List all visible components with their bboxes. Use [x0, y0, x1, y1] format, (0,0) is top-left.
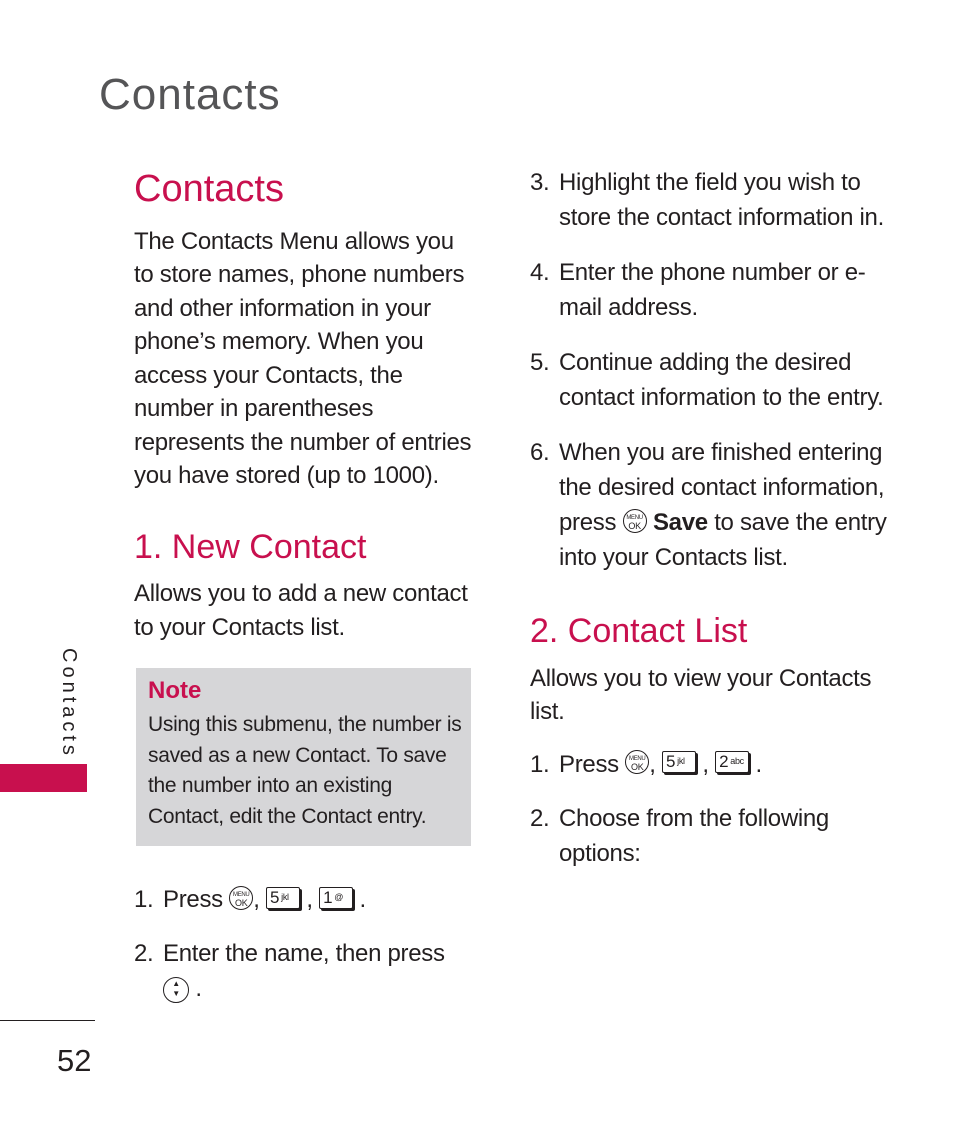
contacts-heading: Contacts: [134, 168, 284, 210]
page-number: 52: [57, 1043, 92, 1078]
menu-ok-key-icon: MENU OK: [625, 750, 649, 774]
new-contact-step-6: 6. When you are finished entering the desired contact information, press MENU OK Save to save the entry into your Contacts list.: [530, 439, 887, 571]
save-softkey-label: Save: [652, 509, 708, 536]
new-contact-step-3: 3. Highlight the field you wish to store the contact information in.: [530, 169, 884, 231]
contact-list-steps: [530, 747, 890, 871]
contact-list-heading: 2. Contact List: [530, 612, 748, 650]
note-text: Using this submenu, the number is saved as a new Contact. To save the number into an existing Contact, edit the Contact entry.: [148, 713, 462, 828]
side-tab-label: Contacts: [58, 648, 80, 759]
key-5-icon: 5 $^{jkl}$: [662, 751, 696, 773]
contact-list-step-1: 1. Press MENU OK , 5 $^{jkl}$ , 2 $^{abc}$ .: [530, 750, 762, 778]
new-contact-step-1: 1. Press MENU OK , 5 $^{jkl}$ , 1 @ .: [134, 886, 366, 914]
new-contact-step-2: 2. Enter the name, then press ▲ ▼ .: [134, 940, 445, 1003]
right-column: [530, 165, 890, 871]
contact-list-step-2: 2. Choose from the following options:: [530, 804, 829, 867]
key-5-icon: 5 $^{jkl}$: [266, 887, 300, 909]
new-contact-description: Allows you to add a new contact to your Contacts list.: [134, 580, 468, 641]
new-contact-steps-continued: [530, 165, 890, 575]
key-2-icon: 2 $^{abc}$: [715, 751, 749, 773]
menu-ok-key-icon: MENU OK: [229, 886, 253, 910]
intro-paragraph: The Contacts Menu allows you to store names, phone numbers and other information in your phone’s memory. When you access your Contacts, the number in parentheses represents the number of entries you have stored (up to 1000).: [134, 227, 472, 490]
menu-ok-key-icon: MENU OK: [623, 509, 647, 533]
contact-list-description: Allows you to view your Contacts list.: [530, 664, 872, 726]
key-1-icon: 1 @: [319, 887, 353, 909]
new-contact-steps: [134, 882, 479, 1006]
page-running-title: Contacts: [99, 70, 281, 119]
footer-rule: [0, 1020, 95, 1021]
note-box: [136, 668, 471, 846]
new-contact-heading: 1. New Contact: [134, 527, 367, 566]
new-contact-step-5: 5. Continue adding the desired contact information to the entry.: [530, 349, 884, 411]
note-title: Note: [148, 677, 202, 705]
navigation-key-icon: ▲ ▼: [163, 977, 189, 1003]
side-tab-marker: [0, 764, 87, 792]
left-column: [134, 165, 479, 1006]
new-contact-step-4: 4. Enter the phone number or e-mail address.: [530, 259, 866, 321]
